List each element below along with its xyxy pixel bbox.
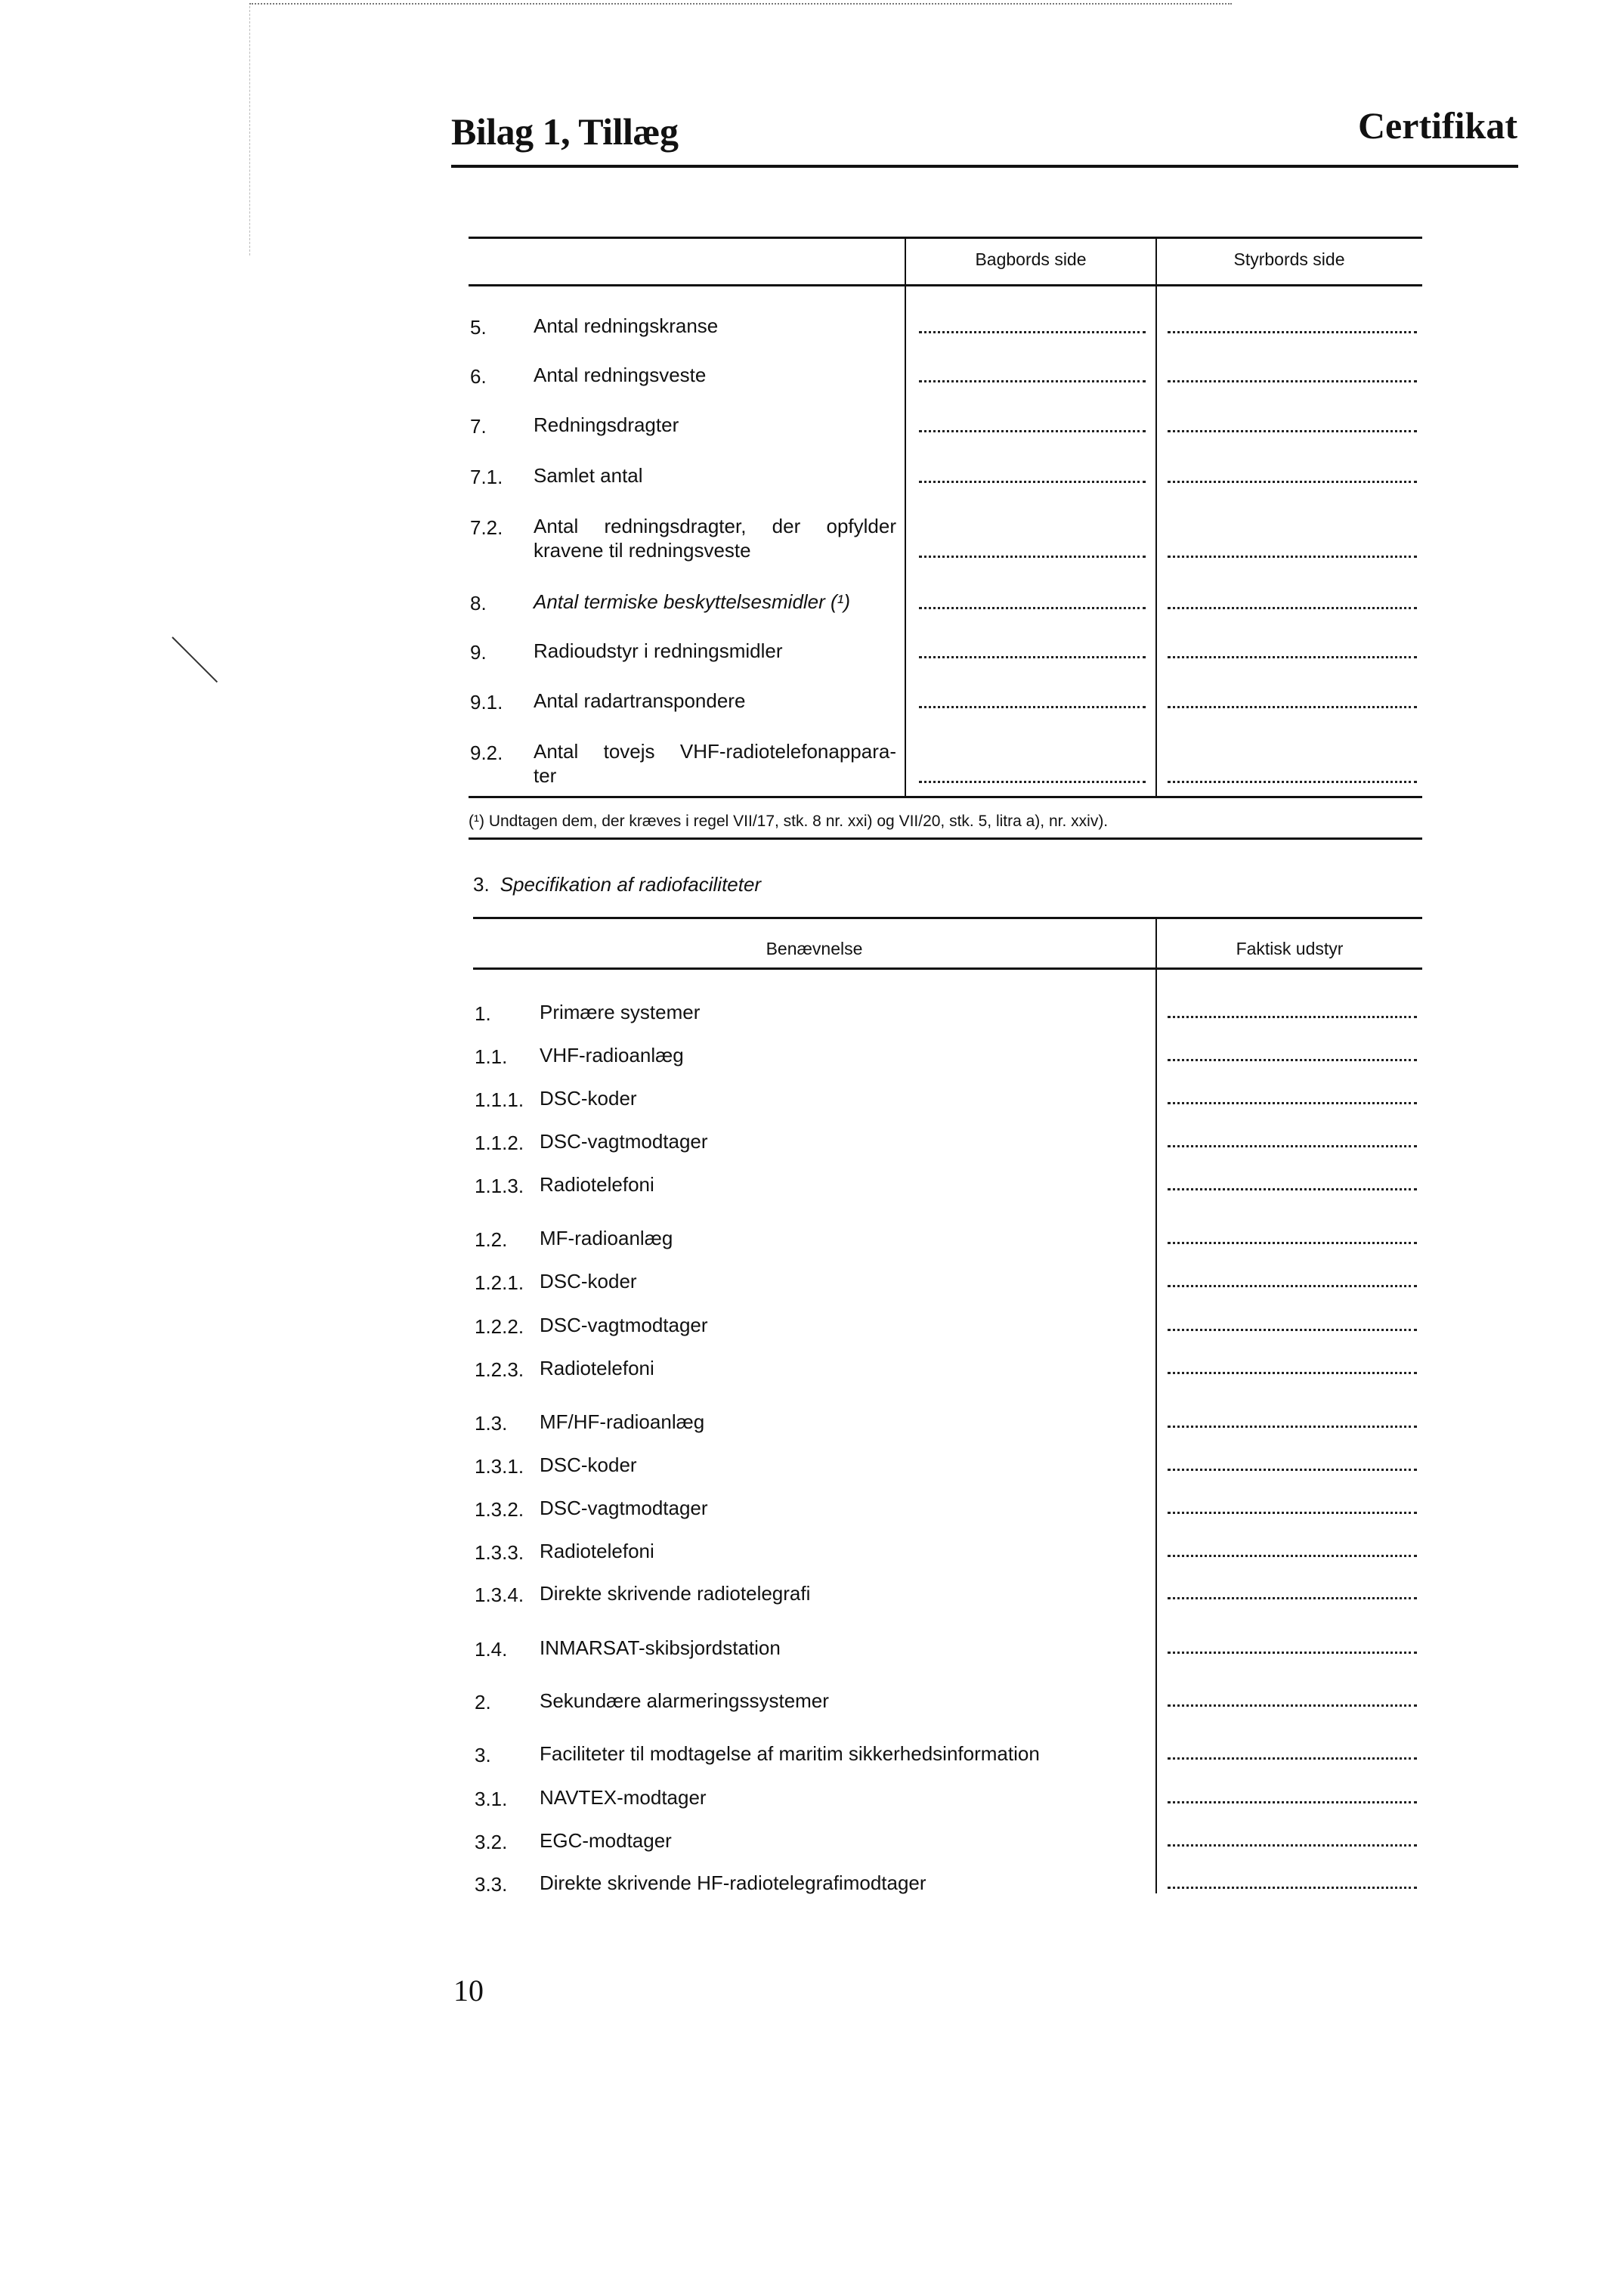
port-side-entry-field[interactable] (919, 331, 1146, 333)
row-label: Radiotelefoni (540, 1540, 654, 1562)
port-side-entry-field[interactable] (919, 607, 1146, 609)
actual-equipment-entry-field[interactable] (1168, 1801, 1417, 1803)
actual-equipment-entry-field[interactable] (1168, 1426, 1417, 1428)
page-number: 10 (453, 1974, 484, 2008)
row-label: MF-radioanlæg (540, 1227, 673, 1249)
row-number: 8. (470, 592, 487, 615)
actual-equipment-entry-field[interactable] (1168, 1329, 1417, 1331)
row-label: Radiotelefoni (540, 1357, 654, 1379)
row-number: 1.2.3. (475, 1358, 524, 1381)
table2-header-actual-equipment: Faktisk udstyr (1236, 939, 1344, 958)
row-label-line: kravene til redningsveste (534, 539, 751, 562)
section-heading (473, 873, 761, 896)
actual-equipment-entry-field[interactable] (1168, 1757, 1417, 1760)
row-label: Direkte skrivende HF-radiotelegrafimodtager (540, 1871, 926, 1894)
port-side-entry-field[interactable] (919, 430, 1146, 432)
row-label: Radioudstyr i redningsmidler (534, 639, 783, 662)
row-label-line: ter (534, 764, 557, 787)
actual-equipment-entry-field[interactable] (1168, 1512, 1417, 1514)
actual-equipment-entry-field[interactable] (1168, 1242, 1417, 1244)
scan-edge-left (249, 6, 250, 255)
row-label: DSC-koder (540, 1087, 637, 1110)
row-label: DSC-koder (540, 1453, 637, 1476)
row-label: MF/HF-radioanlæg (540, 1410, 705, 1433)
row-number: 1.2.2. (475, 1315, 524, 1338)
actual-equipment-entry-field[interactable] (1168, 1597, 1417, 1599)
actual-equipment-entry-field[interactable] (1168, 1844, 1417, 1847)
table1-header-starboard: Styrbords side (1233, 249, 1345, 269)
row-label: DSC-vagtmodtager (540, 1130, 708, 1153)
actual-equipment-entry-field[interactable] (1168, 1652, 1417, 1654)
row-label-line: Antal redningsdragter, der opfylder (534, 515, 896, 537)
row-number: 1.3.1. (475, 1455, 524, 1478)
starboard-side-entry-field[interactable] (1168, 430, 1417, 432)
starboard-side-entry-field[interactable] (1168, 556, 1417, 558)
actual-equipment-entry-field[interactable] (1168, 1704, 1417, 1707)
row-number: 7. (470, 415, 487, 438)
table1-header-rule (469, 284, 1422, 286)
row-label: DSC-vagtmodtager (540, 1314, 708, 1336)
row-number: 1.1.3. (475, 1175, 524, 1197)
starboard-side-entry-field[interactable] (1168, 706, 1417, 708)
row-number: 1.3.2. (475, 1498, 524, 1521)
row-label (534, 739, 896, 788)
row-label: Direkte skrivende radiotelegrafi (540, 1582, 811, 1605)
row-number: 6. (470, 365, 487, 388)
row-label: DSC-vagtmodtager (540, 1497, 708, 1519)
row-number: 3.1. (475, 1788, 508, 1810)
row-number: 1.1.2. (475, 1132, 524, 1154)
port-side-entry-field[interactable] (919, 380, 1146, 382)
actual-equipment-entry-field[interactable] (1168, 1469, 1417, 1471)
port-side-entry-field[interactable] (919, 706, 1146, 708)
starboard-side-entry-field[interactable] (1168, 656, 1417, 658)
actual-equipment-entry-field[interactable] (1168, 1555, 1417, 1557)
starboard-side-entry-field[interactable] (1168, 331, 1417, 333)
actual-equipment-entry-field[interactable] (1168, 1887, 1417, 1889)
row-number: 7.1. (470, 466, 503, 488)
row-label: DSC-koder (540, 1270, 637, 1293)
row-number: 1.1. (475, 1045, 508, 1068)
footnote: (¹) Undtagen dem, der kræves i regel VII/17, stk. 8 nr. xxi) og VII/20, stk. 5, litra a), nr. xxiv). (469, 813, 1109, 830)
row-label: Antal termiske beskyttelsesmidler (¹) (534, 590, 850, 613)
row-number: 7.2. (470, 516, 503, 539)
row-label: Redningsdragter (534, 413, 679, 436)
header-rule (451, 165, 1518, 168)
row-number: 1.3.4. (475, 1584, 524, 1606)
scan-stray-mark (172, 636, 218, 683)
row-number: 5. (470, 316, 487, 339)
row-label: Sekundære alarmeringssystemer (540, 1689, 829, 1712)
table1-header-port: Bagbords side (975, 249, 1087, 269)
footnote-rule (469, 837, 1422, 840)
row-label: Radiotelefoni (540, 1173, 654, 1196)
starboard-side-entry-field[interactable] (1168, 380, 1417, 382)
actual-equipment-entry-field[interactable] (1168, 1145, 1417, 1147)
header-left-title: Bilag 1, Tillæg (451, 110, 679, 153)
actual-equipment-entry-field[interactable] (1168, 1016, 1417, 1018)
row-number: 1.2. (475, 1228, 508, 1251)
port-side-entry-field[interactable] (919, 781, 1146, 783)
actual-equipment-entry-field[interactable] (1168, 1102, 1417, 1104)
port-side-entry-field[interactable] (919, 556, 1146, 558)
row-label: INMARSAT-skibsjordstation (540, 1636, 781, 1659)
table2-top-rule (473, 917, 1422, 919)
row-label: Faciliteter til modtagelse af maritim sikkerhedsinformation (540, 1742, 1040, 1765)
table2-header-designation: Benævnelse (766, 939, 863, 958)
row-label: Samlet antal (534, 464, 643, 487)
row-number: 9.1. (470, 691, 503, 714)
table1-bottom-rule (469, 796, 1422, 798)
actual-equipment-entry-field[interactable] (1168, 1188, 1417, 1190)
row-number: 1. (475, 1002, 491, 1025)
section-number: 3. (473, 873, 490, 896)
starboard-side-entry-field[interactable] (1168, 781, 1417, 783)
row-number: 3.2. (475, 1831, 508, 1853)
row-number: 1.2.1. (475, 1271, 524, 1294)
row-number: 1.4. (475, 1638, 508, 1661)
header-right-title: Certifikat (1357, 104, 1517, 147)
actual-equipment-entry-field[interactable] (1168, 1059, 1417, 1061)
actual-equipment-entry-field[interactable] (1168, 1372, 1417, 1374)
row-label: Antal radartranspondere (534, 689, 746, 712)
row-label: Antal redningsveste (534, 364, 707, 386)
row-label (534, 514, 896, 562)
row-label: EGC-modtager (540, 1829, 672, 1852)
table1-top-rule (469, 237, 1422, 239)
table2-column-divider (1155, 918, 1157, 1893)
row-number: 9. (470, 641, 487, 664)
row-number: 1.3.3. (475, 1541, 524, 1564)
row-number: 1.3. (475, 1412, 508, 1435)
row-label: VHF-radioanlæg (540, 1044, 684, 1067)
row-number: 9.2. (470, 741, 503, 764)
port-side-entry-field[interactable] (919, 481, 1146, 483)
table1-column-divider (905, 238, 906, 797)
row-label: Primære systemer (540, 1001, 701, 1023)
row-number: 1.1.1. (475, 1088, 524, 1111)
row-label: NAVTEX-modtager (540, 1786, 707, 1809)
starboard-side-entry-field[interactable] (1168, 607, 1417, 609)
row-label-line: Antal tovejs VHF-radiotelefonappara- (534, 740, 896, 763)
scan-edge-top (249, 3, 1232, 5)
port-side-entry-field[interactable] (919, 656, 1146, 658)
table1-column-divider (1155, 238, 1157, 797)
row-number: 3. (475, 1744, 491, 1766)
row-label: Antal redningskranse (534, 314, 719, 337)
section-title: Specifikation af radiofaciliteter (500, 873, 762, 896)
actual-equipment-entry-field[interactable] (1168, 1285, 1417, 1287)
row-number: 2. (475, 1691, 491, 1714)
table2-header-rule (473, 967, 1422, 970)
row-number: 3.3. (475, 1873, 508, 1896)
starboard-side-entry-field[interactable] (1168, 481, 1417, 483)
